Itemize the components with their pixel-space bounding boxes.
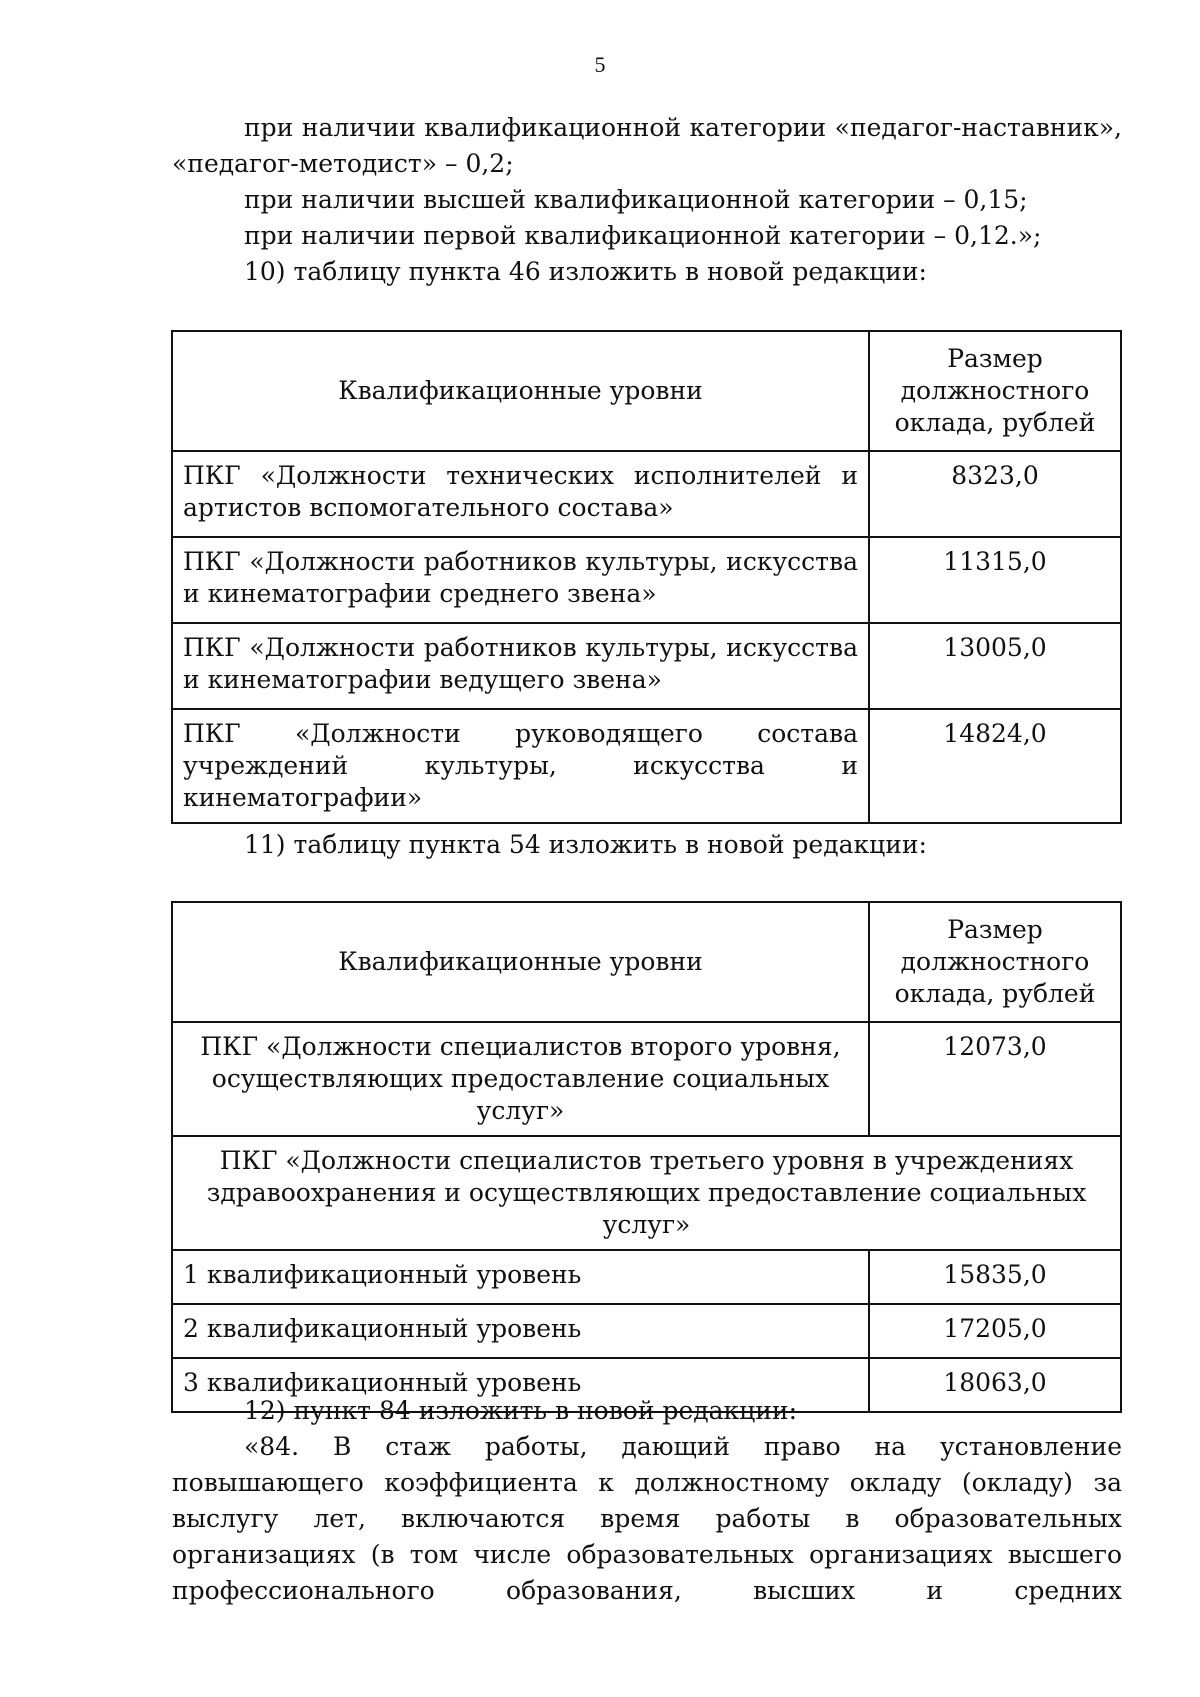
item-11-block bbox=[172, 827, 1122, 863]
intro-line-3: при наличии высшей квалификационной категории – 0,15; bbox=[244, 185, 1028, 214]
row-salary: 15835,0 bbox=[869, 1250, 1121, 1304]
intro-block bbox=[172, 110, 1122, 290]
row-level: ПКГ «Должности работников культуры, искусства и кинематографии ведущего звена» bbox=[172, 623, 869, 709]
row-level: 2 квалификационный уровень bbox=[172, 1304, 869, 1358]
table-row bbox=[172, 451, 1121, 537]
item-10-heading: 10) таблицу пункта 46 изложить в новой редакции: bbox=[244, 257, 927, 286]
table-row bbox=[172, 1250, 1121, 1304]
intro-line-1: при наличии квалификационной категории «педагог-наставник», bbox=[244, 113, 1122, 142]
table-header-row bbox=[172, 331, 1121, 451]
table-row bbox=[172, 1022, 1121, 1136]
group-row-label: ПКГ «Должности специалистов третьего уровня в учреждениях здравоохранения и осуществляющих предоставление социальных услуг» bbox=[172, 1136, 1121, 1250]
group-row bbox=[172, 1136, 1121, 1250]
table-header-row bbox=[172, 902, 1121, 1022]
table-row bbox=[172, 1304, 1121, 1358]
table-row bbox=[172, 709, 1121, 823]
row-salary: 12073,0 bbox=[869, 1022, 1121, 1136]
row-level: 1 квалификационный уровень bbox=[172, 1250, 869, 1304]
row-level: ПКГ «Должности работников культуры, искусства и кинематографии среднего звена» bbox=[172, 537, 869, 623]
header-salary: Размер должностного оклада, рублей bbox=[869, 331, 1121, 451]
row-salary: 18063,0 bbox=[869, 1358, 1121, 1412]
row-level: ПКГ «Должности технических исполнителей и артистов вспомогательного состава» bbox=[172, 451, 869, 537]
intro-line-2: «педагог-методист» – 0,2; bbox=[172, 149, 514, 178]
row-level: 3 квалификационный уровень bbox=[172, 1358, 869, 1412]
item-11-heading: 11) таблицу пункта 54 изложить в новой редакции: bbox=[244, 830, 927, 859]
page-number: 5 bbox=[594, 52, 606, 77]
item-12-block bbox=[172, 1393, 1122, 1609]
table-row bbox=[172, 537, 1121, 623]
item-84-text: «84. В стаж работы, дающий право на установление повышающего коэффициента к должностному окладу (окладу) за выслугу лет, включаются время работы в образовательных организациях (в том числе образовательных организациях высшего профессионального образования, высших и средних bbox=[172, 1432, 1122, 1605]
table-row bbox=[172, 623, 1121, 709]
table-item-46 bbox=[171, 330, 1122, 824]
row-salary: 8323,0 bbox=[869, 451, 1121, 537]
row-salary: 17205,0 bbox=[869, 1304, 1121, 1358]
header-salary: Размер должностного оклада, рублей bbox=[869, 902, 1121, 1022]
row-salary: 11315,0 bbox=[869, 537, 1121, 623]
item-12-heading: 12) пункт 84 изложить в новой редакции: bbox=[244, 1396, 798, 1425]
row-salary: 13005,0 bbox=[869, 623, 1121, 709]
header-levels: Квалификационные уровни bbox=[172, 902, 869, 1022]
table-item-54 bbox=[171, 901, 1122, 1413]
intro-line-4: при наличии первой квалификационной категории – 0,12.»; bbox=[244, 221, 1042, 250]
row-level: ПКГ «Должности руководящего состава учреждений культуры, искусства и кинематографии» bbox=[172, 709, 869, 823]
header-levels: Квалификационные уровни bbox=[172, 331, 869, 451]
row-salary: 14824,0 bbox=[869, 709, 1121, 823]
row-level: ПКГ «Должности специалистов второго уровня, осуществляющих предоставление социальных услуг» bbox=[172, 1022, 869, 1136]
